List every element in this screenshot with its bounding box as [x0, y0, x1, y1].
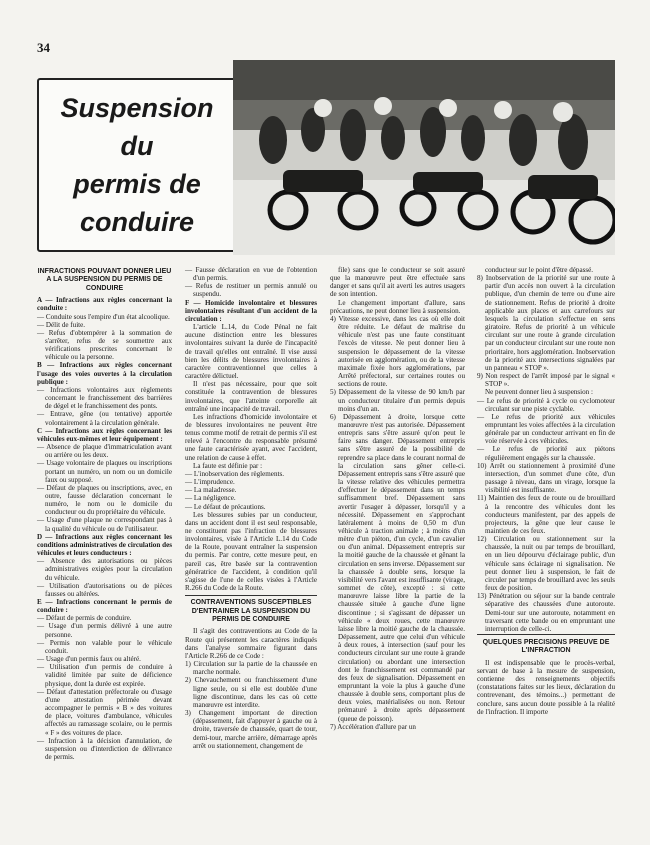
col4-line: 12) Circulation ou stationnement sur la chaussée, la nuit ou par temps de brouillard, en un lieu dépourvu d'éclairage public, d'un véhicule sans éclairage ni signalisation. Ne peut donner lieu à suspension, le fait de circuler par temps de brouillard avec les seuls feux de position.	[477, 535, 615, 593]
section-divider	[185, 595, 317, 596]
col1-line: — Infractions volontaires aux règlements concernant le franchissement des barrières de dégel et le franchissement des ponts.	[37, 385, 172, 411]
col1-line: — Infraction à la décision d'annulation, de suspension ou d'interdiction de délivrance de permis.	[37, 736, 172, 761]
col2-line: — Fausse déclaration en vue de l'obtention d'un permis.	[185, 266, 317, 283]
col4-line: 11) Maintien des feux de route ou de brouillard à la rencontre des véhicules dont les conducteurs manifestent, par des appels de projecteurs, la gêne que leur cause le maintien de ces feux.	[477, 494, 615, 535]
col1-line: — Usage d'une plaque ne correspondant pas à la qualité du véhicule ou de l'utilisateur.	[37, 516, 172, 533]
col1-line: — Utilisation d'autorisations ou de pièces fausses ou altérées.	[37, 581, 172, 598]
col3-line: 4) Vitesse excessive, dans les cas où elle doit être réduite. Le défaut de maîtrise du véhicule n'est pas une faute constituant l'excès de vitesse. Ne peut donner lieu à suspension le dépassement de la vitesse autorisée en agglomération, ou de la vitesse maximale fixée hors agglomérations, par Arrêté préfectoral, sur certaines routes ou sections de route.	[330, 314, 465, 389]
col1-line: C — Infractions aux règles concernant les véhicules eux-mêmes et leur équipement :	[37, 426, 172, 443]
col2-intro: Il s'agit des contraventions au Code de la Route qui présentent les caractères indiqués dans l'analyse sommaire figurant dans l'Article R.266 de ce Code :	[185, 627, 317, 660]
col1-line: E — Infractions concernant le permis de conduire :	[37, 598, 172, 615]
col1-line: — Délit de fuite.	[37, 320, 86, 329]
col2-para: — L'imprudence.	[185, 478, 235, 487]
col1-heading: INFRACTIONS POUVANT DONNER LIEU A LA SUSPENSION DU PERMIS DE CONDUIRE	[37, 268, 172, 292]
col4-line: Ne peuvent donner lieu à suspension :	[485, 388, 593, 397]
col3-line: file) sans que le conducteur se soit assuré que la manœuvre peut être effectuée sans danger et sans qu'il ait averti les autres usagers de son intention.	[330, 266, 465, 299]
col2-heading: CONTRAVENTIONS SUSCEPTIBLES D'ENTRAINER LA SUSPENSION DU PERMIS DE CONDUIRE	[190, 599, 312, 624]
col1-line: — Permis non valable pour le véhicule conduit.	[37, 638, 172, 655]
col2-line: F — Homicide involontaire et blessures involontaires résultant d'un accident de la circulation :	[185, 298, 317, 323]
col2-para: La faute est définie par :	[193, 461, 263, 470]
col1-line: — Défaut d'attestation préfectorale ou d'usage d'une attestation périmée devant accompagner le permis « B » des voitures de place, voitures d'ambulance, véhicules affectés au ramassage scolaire, ou le permis « F » des voitures de place.	[37, 687, 172, 737]
col2-para: Les blessures subies par un conducteur, dans un accident dont il est seul responsable, ne constituent pas l'infraction de blessures involontaires, visée à l'Article L.14 du Code de la Route, pouvant entraîner la suspension du permis. Par contre, cette mesure peut, en pareil cas, être basée sur la contravention génératrice de l'accident, à condition qu'il s'agisse de l'une de celles visées à l'Article R.266 du Code de la Route.	[185, 510, 317, 593]
section-divider	[477, 634, 615, 635]
col1-line: — Usage volontaire de plaques ou inscriptions portant un numéro, un nom ou un domicile faux ou supposé.	[37, 459, 172, 484]
col1-line: — Usage d'un permis faux ou altéré.	[37, 655, 141, 664]
column-4	[477, 266, 615, 716]
col1-line: — Entrave, gêne (ou tentative) apportée volontairement à la circulation générale.	[37, 410, 172, 427]
col1-line: D — Infractions aux règles concernant les conditions administratives de circulation des véhicules et leurs conducteurs :	[37, 532, 172, 558]
title-line-1: Suspension	[60, 93, 214, 123]
col4-line: 13) Pénétration ou séjour sur la bande centrale séparative des chaussées d'une autoroute. Demi-tour sur une autoroute, notamment en traversant cette bande ou en empruntant une interruption de celle-ci.	[477, 592, 615, 633]
column-1	[37, 266, 172, 761]
title-line-2: du	[120, 131, 154, 161]
col4-line: — Le refus de priorité à cycle ou cyclomoteur circulant sur une piste cyclable.	[477, 396, 615, 413]
col4-line: 9) Non respect de l'arrêt imposé par le signal « STOP ».	[477, 372, 615, 389]
col3-line: 5) Dépassement de la vitesse de 90 km/h par un conducteur titulaire d'un permis depuis moins d'un an.	[330, 388, 465, 413]
col1-line: — Défaut de permis de conduire.	[37, 614, 132, 623]
page-number: 34	[37, 40, 50, 55]
col1-line: — Absence de plaque d'immatriculation avant ou arrière ou les deux.	[37, 443, 172, 460]
col2-item: 2) Chevauchement ou franchissement d'une ligne seule, ou si elle est doublée d'une ligne discontinue, dans les cas où cette manœuvre est interdite.	[185, 676, 317, 709]
col2-para: L'article L.14, du Code Pénal ne fait aucune distinction entre les blessures involontaires suivant la durée de l'incapacité de travail qu'elles ont entraîné. Il vise aussi bien les délits de blessures involontaires à caractère contraventionnel que celles à caractère délictuel.	[185, 323, 317, 381]
col2-para: Les infractions d'homicide involontaire et de blessures involontaires ne peuvent être tenus comme motif de retrait de permis s'il est relevé à l'encontre du responsable présumé une faute caractérisée ayant, avec l'accident, une relation de cause à effet.	[185, 412, 317, 462]
col1-line: — Défaut de plaques ou inscriptions, avec, en outre, fausse déclaration concernant le numéro, le nom ou le domicile du conducteur ou du propriétaire du véhicule.	[37, 483, 172, 517]
col1-line: — Usage d'un permis délivré à une autre personne.	[37, 622, 172, 639]
col1-line: A — Infractions aux règles concernant la conduite :	[37, 296, 172, 313]
col3-line: 7) Accélération d'allure par un	[330, 722, 416, 731]
col2-para: — La maladresse.	[185, 486, 237, 495]
col4-line: — Le refus de priorité aux véhicules empruntant les voies affectées à la circulation générale par un conducteur arrivant en fin de voie réservée à ces véhicules.	[477, 412, 615, 446]
title-line-4: conduire	[79, 207, 194, 237]
title-line-3: permis de	[73, 169, 201, 199]
col2-para: — La négligence.	[185, 494, 236, 503]
col4-line: conducteur sur le point d'être dépassé.	[485, 266, 594, 274]
col1-line: — Conduite sous l'empire d'un état alcoolique.	[37, 312, 170, 321]
col2-item: 3) Changement important de direction (dépassement, fait d'appuyer à gauche ou à droite, traversée de chaussée, quart de tour, demi-tour, marche arrière, démarrage après arrêt ou stationnement, changement de	[185, 709, 317, 750]
col1-line: — Refus d'obtempérer à la sommation de s'arrêter, refus de se soumettre aux vérifications prescrites concernant le véhicule ou la personne.	[37, 328, 172, 362]
title-box	[37, 78, 237, 252]
col2-para: — L'inobservation des règlements.	[185, 469, 284, 478]
col4-line: 8) Inobservation de la priorité sur une route à partir d'un accès non ouvert à la circulation publique, d'un chemin de terre ou d'une aire de stationnement. Refus de priorité à droite applicable aux places et aux carrefours sur lesquels la circulation s'effectue en sens giratoire. Refus de priorité à un véhicule circulant sur une route à grande circulation par un conducteur circulant sur une route non prioritaire, hors agglomération. Inobservation de la priorité aux intersections signalées par un panneau « STOP ».	[477, 274, 615, 372]
col2-para: — Le défaut de précautions.	[185, 502, 266, 511]
motorcycle-photo	[233, 60, 615, 255]
col3-line: Le changement important d'allure, sans précautions, ne peut donner lieu à suspension.	[330, 298, 465, 315]
col4-heading: QUELQUES PRECISIONS PREUVE DE L'INFRACTION	[482, 639, 610, 655]
column-3	[330, 266, 465, 731]
col2-para: Il n'est pas nécessaire, pour que soit constituée la contravention de blessures involontaires, que l'atteinte corporelle ait entraîné une incapacité de travail.	[185, 380, 317, 413]
col2-line: — Refus de restituer un permis annulé ou suspendu.	[185, 282, 317, 299]
col1-line: — Absence des autorisations ou pièces administratives exigées pour la circulation du véhicule.	[37, 557, 172, 582]
col1-line: — Utilisation d'un permis de conduire à validité limitée par suite de déficience physique, dont la durée est expirée.	[37, 663, 172, 688]
col2-item: 1) Circulation sur la partie de la chaussée en marche normale.	[185, 660, 317, 677]
col3-line: 6) Dépassement à droite, lorsque cette manœuvre n'est pas autorisée. Dépassement entrepris sans s'être assuré qu'on peut le faire sans danger. Dépassement entrepris sans s'être assuré de la possibilité de reprendre sa place dans le courant normal de la circulation sans gêner celle-ci. Dépassement entrepris sans s'être assuré que la vitesse relative des véhicules permettra d'effectuer le dépassement dans un temps suffisamment bref. Dépassement sans avertir l'usager à dépasser, lorsqu'il y a nécessité. Dépassement en s'approchant latéralement à moins de 0,50 m d'un véhicule à traction animale ; à moins d'un mètre d'un piéton, d'un cycle, d'un cavalier ou d'un animal. Dépassement entrepris sur la moitié gauche de la chaussée et gênant la circulation en sens inverse. Dépassement sur la chaussée à double sens, lorsque la visibilité vers l'avant est insuffisante (virage, sommet de côte), excepté : si cette manœuvre laisse libre la partie de la chaussée située à gauche d'une ligne discontinue ; si s'agissant de dépasser un véhicule « deux roues, cette manœuvre laisse libre la moitié gauche de la chaussée. Dépassement, autre que celui d'un véhicule à deux roues, à intersection (sauf pour les conducteurs circulant sur une route à grande circulation) ou abordant une intersection dont le franchissement est commandé par des feux de signalisation. Dépassement en empruntant la voie la plus à gauche d'une chaussée à double sens, comportant plus de deux voies, matérialisées ou non. Retour prématuré à droite après dépassement (queue de poisson).	[330, 412, 465, 723]
col4-line: 10) Arrêt ou stationnement à proximité d'une intersection, d'un sommet d'une côte, d'un passage à niveau, dans un virage, lorsque la visibilité est insuffisante.	[477, 461, 615, 495]
col4-para: Il est indispensable que le procès-verbal, servant de base à la mesure de suspension, contienne des renseignements objectifs (constatations faites sur les lieux, déclaration du contrevenant, des témoins...) permettant de conclure, sans aucun doute possible à la réalité de l'infraction. Il importe	[477, 658, 615, 716]
col1-line: B — Infractions aux règles concernant l'usage des voies ouvertes à la circulation publique :	[37, 361, 172, 386]
col4-line: — Le refus de priorité aux piétons régulièrement engagés sur la chaussée.	[477, 445, 615, 462]
column-2	[185, 266, 317, 750]
